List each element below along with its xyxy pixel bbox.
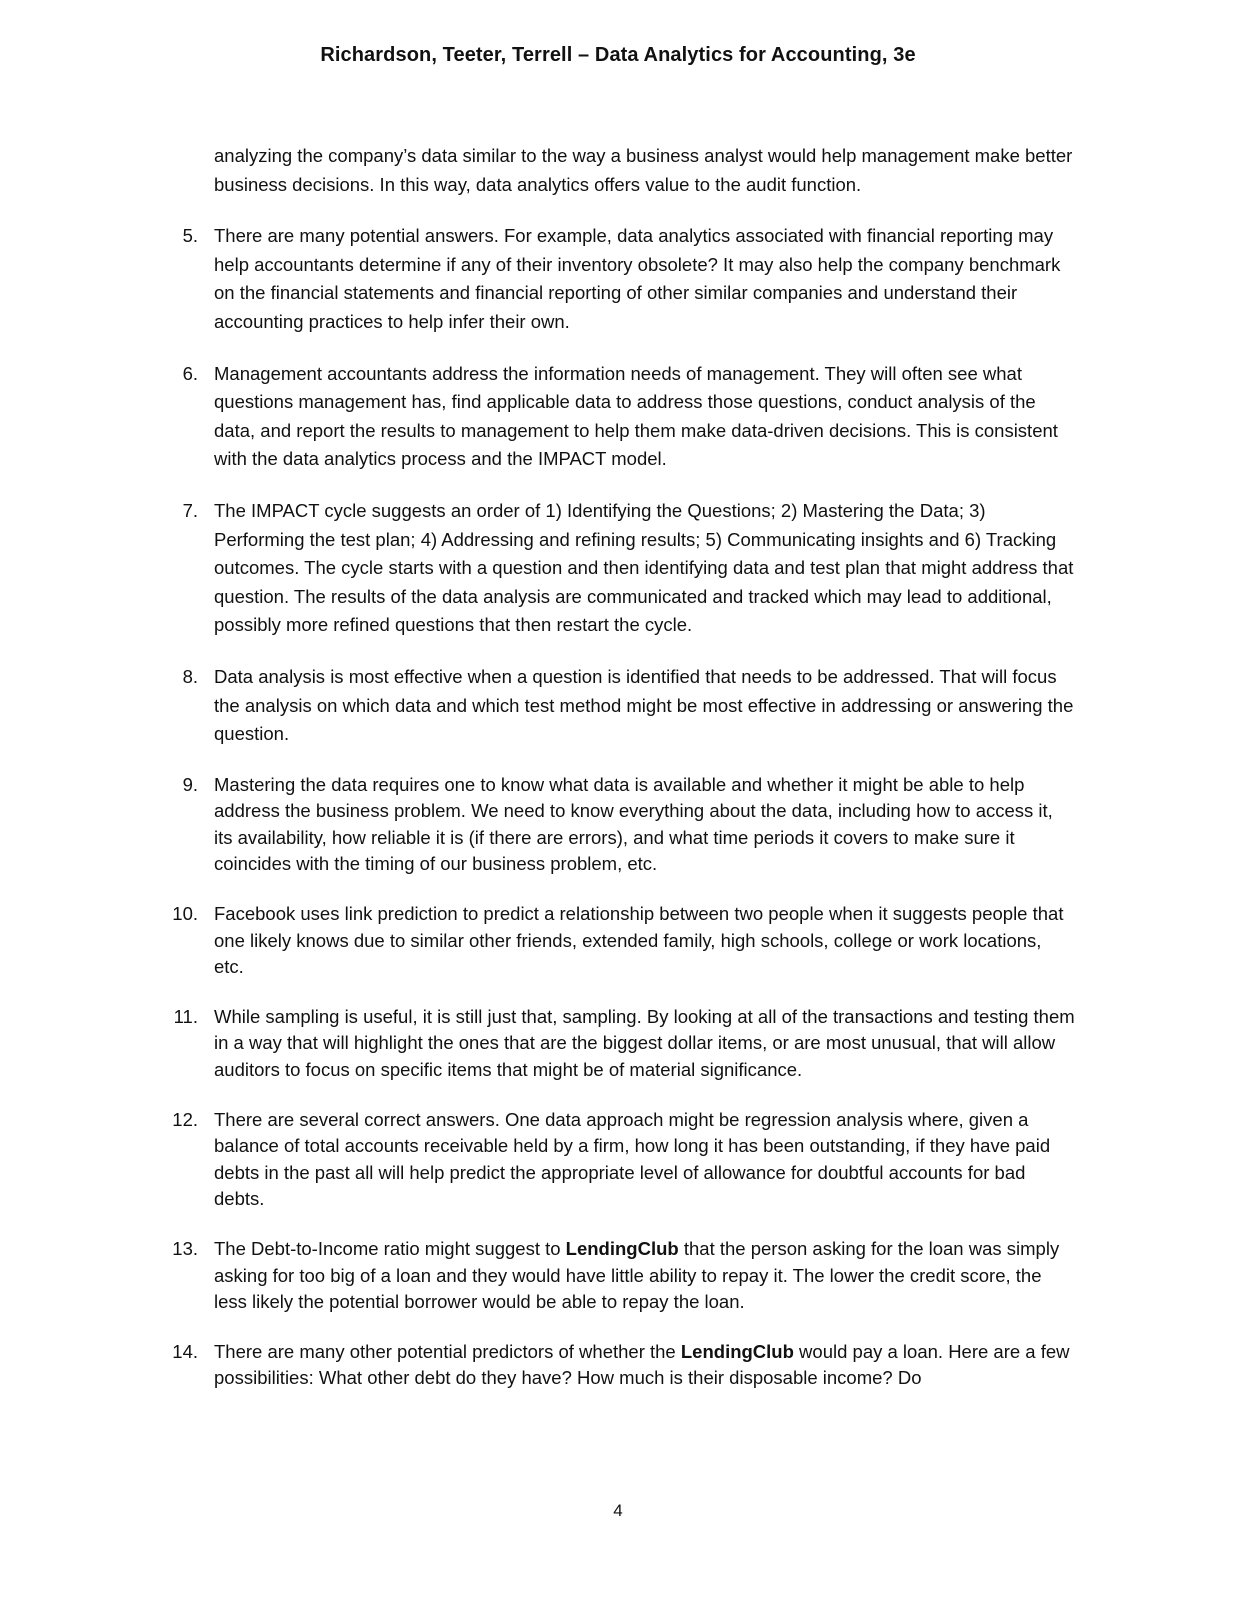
page-header: Richardson, Teeter, Terrell – Data Analytics for Accounting, 3e <box>320 44 916 66</box>
answer-text-before: There are many other potential predictors of whether the <box>214 1340 681 1362</box>
answer-item-5 <box>182 222 1076 336</box>
answer-number: 12. <box>172 1108 198 1130</box>
intro-paragraph <box>214 142 1076 199</box>
lendingclub-bold: LendingClub <box>680 1340 794 1362</box>
answer-number: 9. <box>182 773 198 795</box>
answer-item-8 <box>182 663 1076 749</box>
answer-text: The IMPACT cycle suggests an order of 1) Identifying the Questions; 2) Mastering the Data; 3) Performing the test plan; 4) Addressing and refining results; 5) Communicating insights and 6) Tracking outcomes. The cycle starts with a question and then identifying data and test plan that might address that question. The results of the data analysis are communicated and tracked which may lead to additional, possibly more refined questions that then restart the cycle. <box>214 499 1074 636</box>
answer-number: 11. <box>173 1005 198 1027</box>
answer-text: While sampling is useful, it is still just that, sampling. By looking at all of the transactions and testing them in a way that will highlight the ones that are the biggest dollar items, or are most unusual, that will allow auditors to focus on specific items that might be of material significance. <box>214 1005 1075 1081</box>
answer-text: Management accountants address the information needs of management. They will often see what questions management has, find applicable data to address those questions, conduct analysis of the data, and report the results to management to help them make data-driven decisions. This is consistent with the data analytics process and the IMPACT model. <box>214 362 1058 470</box>
answer-number: 7. <box>182 499 198 521</box>
answer-text: There are several correct answers. One data approach might be regression analysis where, given a balance of total accounts receivable held by a firm, how long it has been outstanding, if they have paid debts in the past all will help predict the appropriate level of allowance for doubtful accounts for bad debts. <box>214 1108 1051 1210</box>
answer-number: 14. <box>172 1340 198 1362</box>
answer-item-14 <box>172 1339 1076 1392</box>
answer-number: 5. <box>182 225 198 247</box>
answer-item-7 <box>182 497 1076 640</box>
answer-number: 10. <box>172 903 198 925</box>
page-number: 4 <box>613 1501 623 1520</box>
answer-text-after: that the person asking for the loan was simply asking for too big of a loan and they would have little ability to repay it. The lower the credit score, the less likely the potential borrower would be able to repay the loan. <box>214 1238 1060 1313</box>
answer-item-12 <box>172 1107 1076 1213</box>
answer-number: 13. <box>172 1238 198 1259</box>
answer-text: There are many potential answers. For example, data analytics associated with financial reporting may help accountants determine if any of their inventory obsolete? It may also help the company benchmark on the financial statements and financial reporting of other similar companies and understand their accounting practices to help infer their own. <box>214 225 1061 332</box>
answer-item-13 <box>172 1236 1076 1316</box>
answer-text: Facebook uses link prediction to predict a relationship between two people when it suggests people that one likely knows due to similar other friends, extended family, high schools, college or work locations, etc. <box>214 903 1064 978</box>
answer-item-6 <box>182 360 1076 474</box>
answer-list <box>0 142 1236 1415</box>
answer-text: Data analysis is most effective when a question is identified that needs to be addressed. That will focus the analysis on which data and which test method might be most effective in addressing or answering the question. <box>214 665 1074 745</box>
answer-text-before: The Debt-to-Income ratio might suggest to <box>214 1238 566 1259</box>
intro-text: analyzing the company’s data similar to the way a business analyst would help management make better business decisions. In this way, data analytics offers value to the audit function. <box>214 145 1073 195</box>
answer-text-after: would pay a loan. Here are a few possibilities: What other debt do they have? How much is their disposable income? Do <box>214 1340 1070 1389</box>
answer-number: 6. <box>182 362 198 384</box>
answer-item-9 <box>182 772 1076 878</box>
lendingclub-bold: LendingClub <box>565 1238 679 1259</box>
answer-item-10 <box>172 901 1076 981</box>
answer-number: 8. <box>182 665 198 687</box>
answer-text: Mastering the data requires one to know what data is available and whether it might be able to help address the business problem. We need to know everything about the data, including how to access it, its availability, how reliable it is (if there are errors), and what time periods it covers to make sure it coincides with the timing of our business problem, etc. <box>214 773 1053 875</box>
answer-item-11 <box>173 1004 1076 1084</box>
